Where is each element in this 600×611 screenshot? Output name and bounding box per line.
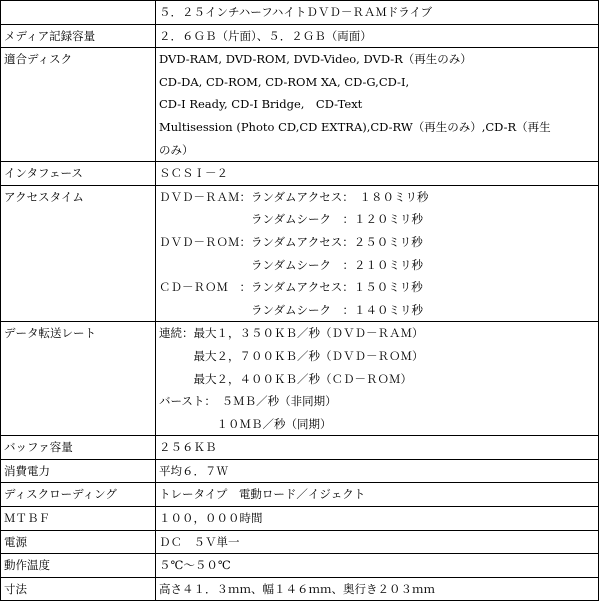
- spec-value: [156, 436, 599, 460]
- spec-value-line: 高さ４１．３ｍｍ、幅１４６ｍｍ、奥行き２０３ｍｍ: [159, 581, 435, 596]
- spec-value-line: Multisession (Photo CD,CD EXTRA),CD-RW（再生のみ）,CD-R（再生: [159, 119, 551, 134]
- spec-value-line: DVD-RAM, DVD-ROM, DVD-Video, DVD-R（再生のみ）: [159, 52, 472, 67]
- spec-label: [1, 1, 156, 25]
- spec-value-line: ＤＶＤ－ＲＡＭ：ランダムアクセス： １８０ミリ秒: [159, 189, 429, 204]
- spec-row: [1, 459, 599, 483]
- spec-table-body: [1, 1, 599, 601]
- spec-value: [156, 554, 599, 578]
- spec-value: [156, 507, 599, 531]
- spec-row: [1, 322, 599, 436]
- spec-value-line: 連続：最大１，３５０ＫＢ／秒（ＤＶＤ－ＲＡＭ）: [159, 326, 424, 341]
- spec-label: ディスクローディング: [1, 483, 156, 507]
- spec-value-line: １００，０００時間: [159, 511, 263, 526]
- spec-label: 動作温度: [1, 554, 156, 578]
- spec-label: 消費電力: [1, 459, 156, 483]
- spec-value-line: ２．６ＧＢ（片面）、５．２ＧＢ（両面）: [159, 28, 372, 43]
- spec-value-line: １０ＭＢ／秒（同期）: [159, 416, 332, 431]
- spec-value-line: ＤＣ ５Ｖ単一: [159, 534, 240, 549]
- spec-value-line: ＳＣＳＩ－２: [159, 166, 228, 181]
- spec-row: [1, 483, 599, 507]
- spec-value-line: 最大２，７００ＫＢ／秒（ＤＶＤ－ＲＯＭ）: [159, 348, 424, 363]
- spec-value: [156, 48, 599, 162]
- spec-row: [1, 530, 599, 554]
- spec-value-line: のみ）: [159, 142, 194, 157]
- spec-row: [1, 24, 599, 48]
- spec-value-line: ランダムシーク ：１４０ミリ秒: [159, 302, 424, 317]
- spec-label: データ転送レート: [1, 322, 156, 436]
- spec-label: 適合ディスク: [1, 48, 156, 162]
- spec-value: [156, 483, 599, 507]
- spec-row: [1, 48, 599, 162]
- spec-row: [1, 507, 599, 531]
- spec-row: [1, 577, 599, 601]
- spec-value: [156, 322, 599, 436]
- spec-value-line: ２５６ＫＢ: [159, 440, 217, 455]
- spec-value-line: CD-DA, CD-ROM, CD-ROM XA, CD-G,CD-I,: [159, 74, 410, 89]
- spec-value: [156, 24, 599, 48]
- spec-value-line: ランダムシーク ：１２０ミリ秒: [159, 212, 424, 227]
- spec-label: 寸法: [1, 577, 156, 601]
- spec-value: [156, 459, 599, 483]
- spec-value-line: 最大２，４００ＫＢ／秒（ＣＤ－ＲＯＭ）: [159, 371, 412, 386]
- spec-label: インタフェース: [1, 162, 156, 186]
- spec-value-line: ＣＤ－ＲＯＭ ：ランダムアクセス：１５０ミリ秒: [159, 280, 423, 295]
- spec-value: [156, 162, 599, 186]
- spec-value: [156, 1, 599, 25]
- spec-value-line: トレータイプ 電動ロード／イジェクト: [159, 487, 366, 502]
- spec-value: [156, 577, 599, 601]
- spec-value-line: CD-I Ready, CD-I Bridge, CD-Text: [159, 97, 363, 112]
- spec-row: [1, 162, 599, 186]
- spec-label: アクセスタイム: [1, 185, 156, 322]
- spec-row: [1, 1, 599, 25]
- spec-value: [156, 185, 599, 322]
- spec-row: [1, 185, 599, 322]
- spec-value-line: ランダムシーク ：２１０ミリ秒: [159, 257, 424, 272]
- spec-label: メディア記録容量: [1, 24, 156, 48]
- spec-row: [1, 436, 599, 460]
- spec-label: ＭＴＢＦ: [1, 507, 156, 531]
- spec-value-line: 平均６．７Ｗ: [159, 463, 228, 478]
- spec-value-line: ＤＶＤ－ＲＯＭ：ランダムアクセス：２５０ミリ秒: [159, 234, 423, 249]
- spec-row: [1, 554, 599, 578]
- spec-label: 電源: [1, 530, 156, 554]
- spec-value-line: ５．２５インチハーフハイトＤＶＤ－ＲＡＭドライブ: [159, 5, 433, 19]
- spec-value-line: ５℃～５０℃: [159, 558, 231, 573]
- spec-label: バッファ容量: [1, 436, 156, 460]
- spec-value-line: バースト： ５ＭＢ／秒（非同期）: [159, 394, 337, 409]
- spec-value: [156, 530, 599, 554]
